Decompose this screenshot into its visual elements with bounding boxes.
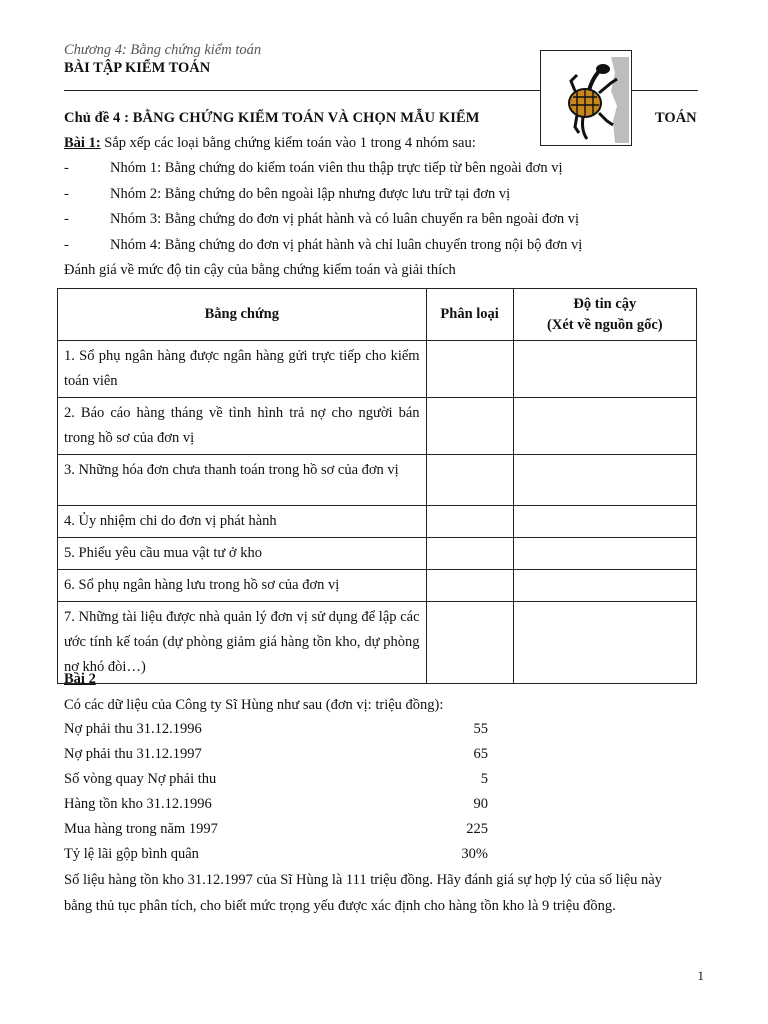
- group-item: [0, 237, 768, 259]
- conclusion-line: Số liệu hàng tồn kho 31.12.1997 của Sĩ Hùng là 111 triệu đồng. Hãy đánh giá sự hợp lý của số liệu này: [64, 872, 662, 888]
- table-row: [58, 455, 697, 506]
- dash: -: [64, 160, 69, 176]
- data-label: Tỷ lệ lãi gộp bình quân: [64, 846, 199, 862]
- evidence-cell: 6. Sổ phụ ngân hàng lưu trong hồ sơ của đơn vị: [58, 570, 427, 602]
- page-number: 1: [697, 968, 704, 983]
- data-item: [64, 771, 488, 793]
- classification-cell[interactable]: [426, 602, 513, 684]
- group-text: Nhóm 1: Bằng chứng do kiểm toán viên thu thập trực tiếp từ bên ngoài đơn vị: [110, 160, 563, 176]
- table-header-row: [58, 289, 697, 341]
- data-value: 90: [473, 796, 488, 812]
- data-item: [64, 746, 488, 768]
- data-label: Nợ phải thu 31.12.1996: [64, 721, 202, 737]
- dash: -: [64, 211, 69, 227]
- chapter-label: Chương 4: Bằng chứng kiểm toán: [64, 42, 262, 58]
- data-label: Hàng tồn kho 31.12.1996: [64, 796, 212, 812]
- classification-cell[interactable]: [426, 538, 513, 570]
- dash: -: [64, 186, 69, 202]
- reliability-cell[interactable]: [513, 455, 696, 506]
- table-row: [58, 602, 697, 684]
- group-item: [0, 211, 768, 233]
- reliability-title: Độ tin cậy: [573, 295, 637, 312]
- conclusion-line: bằng thủ tục phân tích, cho biết mức trọng yếu được xác định cho hàng tồn kho là 9 triệu đồng.: [64, 898, 616, 914]
- dash: -: [64, 237, 69, 253]
- classification-cell[interactable]: [426, 570, 513, 602]
- column-header-classification: Phân loại: [426, 289, 513, 341]
- reliability-cell[interactable]: [513, 398, 696, 455]
- data-value: 30%: [461, 846, 488, 862]
- logo: [540, 50, 632, 146]
- classification-cell[interactable]: [426, 341, 513, 398]
- data-value: 5: [480, 771, 488, 787]
- exercise-2-intro: Có các dữ liệu của Công ty Sĩ Hùng như sau (đơn vị: triệu đồng):: [64, 697, 444, 713]
- group-item: [0, 186, 768, 208]
- table-row: [58, 506, 697, 538]
- table-row: [58, 538, 697, 570]
- evaluate-instruction: Đánh giá về mức độ tin cậy của bằng chứng kiểm toán và giải thích: [64, 262, 456, 278]
- reliability-cell[interactable]: [513, 341, 696, 398]
- column-header-evidence: Bằng chứng: [58, 289, 427, 341]
- exercise-1-text: Sắp xếp các loại bằng chứng kiểm toán vào 1 trong 4 nhóm sau:: [100, 135, 476, 151]
- exercise-2-label: [64, 671, 96, 688]
- exercise-2-heading: Bài 2: [64, 671, 96, 687]
- evidence-cell: 7. Những tài liệu được nhà quản lý đơn vị sử dụng để lập các ước tính kế toán (dự phòng giảm giá hàng tồn kho, dự phòng nợ khó đòi…): [58, 602, 427, 684]
- evidence-cell: 2. Báo cáo hàng tháng về tình hình trả nợ cho người bán trong hồ sơ của đơn vị: [58, 398, 427, 455]
- classification-cell[interactable]: [426, 506, 513, 538]
- data-label: Nợ phải thu 31.12.1997: [64, 746, 202, 762]
- reliability-cell[interactable]: [513, 570, 696, 602]
- data-value: 65: [473, 746, 488, 762]
- evidence-cell: 5. Phiếu yêu cầu mua vật tư ở kho: [58, 538, 427, 570]
- data-item: [64, 796, 488, 818]
- group-text: Nhóm 4: Bằng chứng do đơn vị phát hành và chỉ luân chuyển trong nội bộ đơn vị: [110, 237, 583, 253]
- topic-heading-tail: TOÁN: [655, 110, 697, 126]
- data-item: [64, 821, 488, 843]
- column-header-reliability: [513, 289, 696, 341]
- evidence-table: [57, 288, 697, 684]
- group-text: Nhóm 2: Bằng chứng do bên ngoài lập nhưng được lưu trữ tại đơn vị: [110, 186, 511, 202]
- group-text: Nhóm 3: Bằng chứng do đơn vị phát hành và có luân chuyển ra bên ngoài đơn vị: [110, 211, 579, 227]
- topic-heading: Chủ đề 4 : BẰNG CHỨNG KIỂM TOÁN VÀ CHỌN MẪU KIỂM: [64, 110, 480, 126]
- reliability-cell[interactable]: [513, 538, 696, 570]
- table-row: [58, 341, 697, 398]
- reliability-cell[interactable]: [513, 602, 696, 684]
- classification-cell[interactable]: [426, 455, 513, 506]
- data-value: 55: [473, 721, 488, 737]
- data-label: Mua hàng trong năm 1997: [64, 821, 218, 837]
- data-label: Số vòng quay Nợ phải thu: [64, 771, 217, 787]
- table-row: [58, 398, 697, 455]
- table-row: [58, 570, 697, 602]
- climbing-lizard-icon: [541, 51, 631, 145]
- exercise-1-intro: [64, 135, 476, 152]
- data-value: 225: [466, 821, 488, 837]
- exercise-1-label: Bài 1:: [64, 135, 101, 151]
- reliability-subtitle: (Xét về nguồn gốc): [547, 316, 663, 333]
- reliability-cell[interactable]: [513, 506, 696, 538]
- group-item: [0, 160, 768, 182]
- document-title: BÀI TẬP KIỂM TOÁN: [64, 60, 211, 76]
- data-item: [64, 846, 488, 868]
- evidence-cell: 1. Sổ phụ ngân hàng được ngân hàng gửi trực tiếp cho kiểm toán viên: [58, 341, 427, 398]
- classification-cell[interactable]: [426, 398, 513, 455]
- evidence-cell: 4. Ủy nhiệm chi do đơn vị phát hành: [58, 506, 427, 538]
- data-item: [64, 721, 488, 743]
- evidence-cell: 3. Những hóa đơn chưa thanh toán trong hồ sơ của đơn vị: [58, 455, 427, 506]
